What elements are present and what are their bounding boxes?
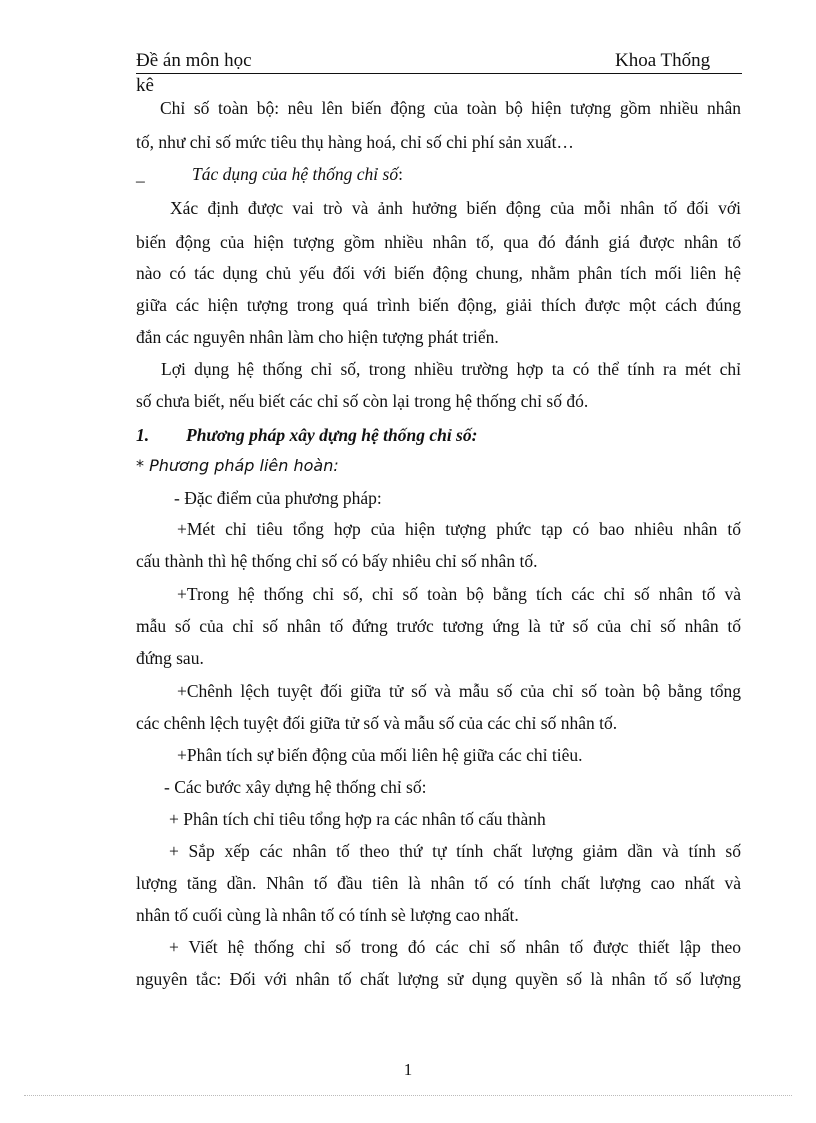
- page-bottom-divider: [24, 1095, 792, 1096]
- paragraph-line: cấu thành thì hệ thống chỉ số có bấy nhiêu chỉ số nhân tố.: [136, 551, 538, 571]
- paragraph-line: + Phân tích chỉ tiêu tổng hợp ra các nhân tố cấu thành: [169, 809, 546, 829]
- paragraph-line: đắn các nguyên nhân làm cho hiện tượng phát triển.: [136, 327, 499, 347]
- paragraph-line: lượng tăng dần. Nhân tố đầu tiên là nhân tố có tính chất lượng cao nhất và: [136, 873, 741, 893]
- list-heading: - Đặc điểm của phương pháp:: [174, 488, 382, 508]
- subheading-text: Tác dụng của hệ thống chỉ số: [192, 164, 399, 184]
- method-heading: * Phương pháp liên hoàn:: [136, 456, 339, 475]
- section-heading: [136, 424, 741, 446]
- paragraph-line: nguyên tắc: Đối với nhân tố chất lượng sử dụng quyền số là nhân tố số lượng: [136, 969, 741, 989]
- header-course: Đề án môn học: [136, 50, 252, 71]
- page-number: 1: [403, 1060, 413, 1079]
- paragraph-line: Xác định được vai trò và ảnh hưởng biến động của mỗi nhân tố đối với: [170, 198, 741, 218]
- paragraph-line: +Mét chỉ tiêu tổng hợp của hiện tượng phức tạp có bao nhiêu nhân tố: [177, 519, 741, 539]
- header-faculty: Khoa Thống: [615, 50, 711, 71]
- page-header: [136, 49, 742, 74]
- header-faculty-continuation: kê: [136, 75, 154, 96]
- paragraph-line: nào có tác dụng chủ yếu đối với biến động chung, nhằm phân tích mối liên hệ: [136, 263, 741, 283]
- paragraph-line: Lợi dụng hệ thống chỉ số, trong nhiều trường hợp ta có thể tính ra mét chỉ: [161, 359, 741, 379]
- paragraph-line: giữa các hiện tượng trong quá trình biến động, giải thích được một cách đúng: [136, 295, 741, 315]
- paragraph-line: số chưa biết, nếu biết các chỉ số còn lại trong hệ thống chỉ số đó.: [136, 391, 589, 411]
- section-title: Phương pháp xây dựng hệ thống chỉ số:: [186, 425, 478, 445]
- bullet-dash: _: [136, 164, 145, 184]
- subheading-usage: [136, 163, 741, 185]
- paragraph-line: Chỉ số toàn bộ: nêu lên biến động của toàn bộ hiện tượng gồm nhiều nhân: [160, 98, 741, 118]
- paragraph-line: + Viết hệ thống chỉ số trong đó các chỉ số nhân tố được thiết lập theo: [169, 937, 741, 957]
- paragraph-line: +Chênh lệch tuyệt đối giữa tử số và mẫu số của chỉ số toàn bộ bằng tổng: [177, 681, 741, 701]
- section-number: 1.: [136, 425, 150, 445]
- paragraph-line: các chênh lệch tuyệt đối giữa tử số và mẫu số của các chỉ số nhân tố.: [136, 713, 618, 733]
- paragraph-line: mẫu số của chỉ số nhân tố đứng trước tương ứng là tử số của chỉ số nhân tố: [136, 616, 741, 636]
- paragraph-line: + Sắp xếp các nhân tố theo thứ tự tính chất lượng giảm dần và tính số: [169, 841, 741, 861]
- list-heading: - Các bước xây dựng hệ thống chỉ số:: [164, 777, 427, 797]
- paragraph-line: +Trong hệ thống chỉ số, chỉ số toàn bộ bằng tích các chỉ số nhân tố và: [177, 584, 741, 604]
- paragraph-line: nhân tố cuối cùng là nhân tố có tính sè lượng cao nhất.: [136, 905, 519, 925]
- paragraph-line: tố, như chỉ số mức tiêu thụ hàng hoá, chỉ số chi phí sản xuất…: [136, 132, 574, 152]
- paragraph-line: +Phân tích sự biến động của mối liên hệ giữa các chỉ tiêu.: [177, 745, 583, 765]
- paragraph-line: đứng sau.: [136, 648, 204, 668]
- subheading-colon: :: [398, 164, 403, 184]
- paragraph-line: biến động của hiện tượng gồm nhiều nhân tố, qua đó đánh giá được nhân tố: [136, 232, 741, 252]
